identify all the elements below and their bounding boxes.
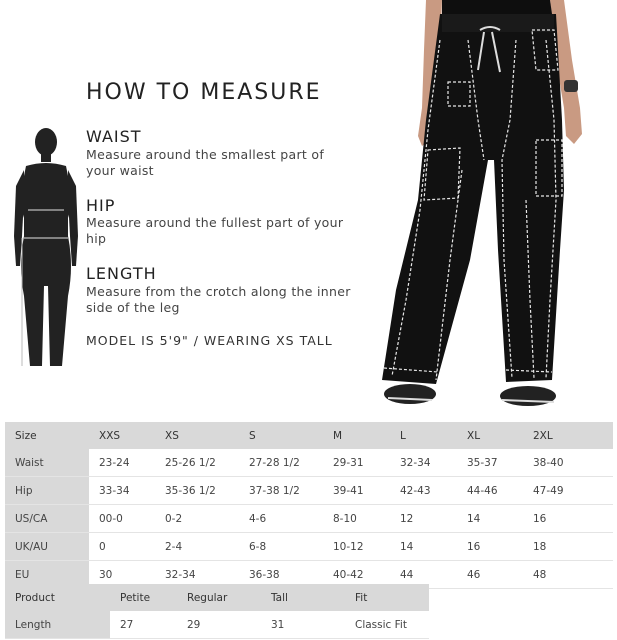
table-cell: 14 xyxy=(390,533,457,561)
size-header-cell: S xyxy=(239,422,323,449)
table-cell: 12 xyxy=(390,505,457,533)
size-header-cell: XXS xyxy=(89,422,155,449)
row-label: Waist xyxy=(5,449,89,477)
length-description: Measure from the crotch along the inner side of the leg xyxy=(86,284,351,315)
table-cell: 27 xyxy=(110,611,177,639)
hip-description: Measure around the fullest part of your hip xyxy=(86,215,344,246)
fit-header-cell: Regular xyxy=(177,584,261,611)
row-label: EU xyxy=(5,561,89,589)
table-cell: 14 xyxy=(457,505,523,533)
table-cell: 18 xyxy=(523,533,613,561)
table-cell: 37-38 1/2 xyxy=(239,477,323,505)
fit-header-row xyxy=(5,584,429,611)
table-cell: 31 xyxy=(261,611,345,639)
table-cell: 44 xyxy=(390,561,457,589)
page-title: HOW TO MEASURE xyxy=(86,80,322,105)
table-cell: 40-42 xyxy=(323,561,390,589)
table-row xyxy=(5,477,613,505)
size-chart-table xyxy=(5,422,613,589)
table-row xyxy=(5,449,613,477)
size-header-cell: XL xyxy=(457,422,523,449)
table-cell: 35-37 xyxy=(457,449,523,477)
table-row xyxy=(5,611,429,639)
table-cell: 6-8 xyxy=(239,533,323,561)
row-label: Hip xyxy=(5,477,89,505)
table-cell: 38-40 xyxy=(523,449,613,477)
table-cell: 00-0 xyxy=(89,505,155,533)
hip-title: HIP xyxy=(86,196,116,215)
table-cell: 16 xyxy=(523,505,613,533)
row-label: US/CA xyxy=(5,505,89,533)
table-row xyxy=(5,533,613,561)
table-cell: 0 xyxy=(89,533,155,561)
size-header-cell: M xyxy=(323,422,390,449)
table-cell: 46 xyxy=(457,561,523,589)
row-label: Length xyxy=(5,611,110,639)
fit-table xyxy=(5,584,429,639)
table-cell: 4-6 xyxy=(239,505,323,533)
size-header-cell: L xyxy=(390,422,457,449)
table-cell: 23-24 xyxy=(89,449,155,477)
table-cell: 32-34 xyxy=(390,449,457,477)
waist-description: Measure around the smallest part of your waist xyxy=(86,147,325,178)
table-cell: 25-26 1/2 xyxy=(155,449,239,477)
row-label: UK/AU xyxy=(5,533,89,561)
table-cell: 10-12 xyxy=(323,533,390,561)
model-note: MODEL IS 5'9" / WEARING XS TALL xyxy=(86,333,333,348)
table-cell: 47-49 xyxy=(523,477,613,505)
table-cell: 29 xyxy=(177,611,261,639)
fit-header-cell: Petite xyxy=(110,584,177,611)
model-pants-photo xyxy=(366,0,596,410)
size-header-cell: 2XL xyxy=(523,422,613,449)
table-cell: 27-28 1/2 xyxy=(239,449,323,477)
table-cell: 30 xyxy=(89,561,155,589)
table-cell: 33-34 xyxy=(89,477,155,505)
length-title: LENGTH xyxy=(86,264,157,283)
size-header-row xyxy=(5,422,613,449)
body-silhouette-icon xyxy=(10,126,82,372)
size-header-cell: Size xyxy=(5,422,89,449)
table-cell: Classic Fit xyxy=(345,611,429,639)
table-cell: 29-31 xyxy=(323,449,390,477)
fit-header-cell: Tall xyxy=(261,584,345,611)
table-cell: 8-10 xyxy=(323,505,390,533)
table-cell: 48 xyxy=(523,561,613,589)
fit-header-cell: Product xyxy=(5,584,110,611)
table-cell: 16 xyxy=(457,533,523,561)
waist-title: WAIST xyxy=(86,127,142,146)
fit-header-cell: Fit xyxy=(345,584,429,611)
table-cell: 42-43 xyxy=(390,477,457,505)
table-cell: 44-46 xyxy=(457,477,523,505)
table-cell: 36-38 xyxy=(239,561,323,589)
table-cell: 35-36 1/2 xyxy=(155,477,239,505)
table-cell: 39-41 xyxy=(323,477,390,505)
size-header-cell: XS xyxy=(155,422,239,449)
table-row xyxy=(5,505,613,533)
table-cell: 0-2 xyxy=(155,505,239,533)
table-cell: 2-4 xyxy=(155,533,239,561)
table-cell: 32-34 xyxy=(155,561,239,589)
